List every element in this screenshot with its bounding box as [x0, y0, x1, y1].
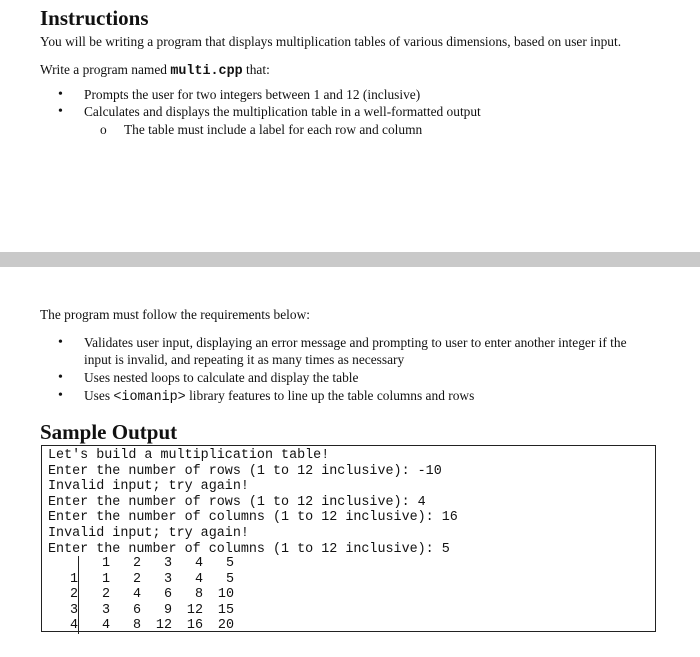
row-label: 3 [47, 603, 79, 619]
row-label: 1 [47, 572, 79, 588]
row-label: 4 [47, 618, 79, 634]
column-label: 5 [225, 556, 234, 571]
output-line: Enter the number of rows (1 to 12 inclusive): 4 [48, 494, 426, 510]
column-label: 4 [194, 556, 203, 571]
sub-bullet [100, 122, 422, 138]
multiplication-table [47, 556, 234, 634]
output-line: Invalid input; try again! [48, 479, 249, 495]
table-cell: 12 [155, 618, 172, 634]
write-suffix: that: [242, 62, 270, 77]
table-cell: 4 [132, 587, 141, 603]
sample-output-heading: Sample Output [40, 420, 178, 444]
column-label: 3 [163, 556, 172, 571]
table-cell: 9 [163, 602, 172, 618]
table-cell: 15 [217, 602, 234, 618]
page-separator [0, 252, 700, 267]
list-item [58, 387, 648, 406]
table-cell: 1 [101, 571, 110, 587]
bullet3-prefix: Uses [84, 388, 114, 403]
requirements-intro: The program must follow the requirements below: [40, 307, 310, 322]
table-cell: 2 [101, 587, 110, 603]
table-cell: 10 [217, 587, 234, 603]
sub-bullet-text: The table must include a label for each row and column [124, 122, 423, 137]
table-cell: 2 [132, 571, 141, 587]
table-row [47, 587, 234, 603]
table-cell: 16 [186, 618, 203, 634]
output-line: Enter the number of columns (1 to 12 inclusive): 16 [48, 510, 458, 526]
table-cell: 6 [132, 602, 141, 618]
table-cell: 3 [163, 571, 172, 587]
table-cell: 20 [217, 618, 234, 634]
table-row [47, 603, 234, 619]
table-cell: 4 [101, 618, 110, 634]
bullet3-suffix: library features to line up the table columns and rows [185, 388, 475, 403]
output-line: Enter the number of columns (1 to 12 inclusive): 5 [48, 541, 450, 557]
list-item: • Validates user input, displaying an error message and prompting to user to enter another integer if the input is invalid, and repeating it as many times as necessary [58, 334, 648, 368]
table-header-row [47, 556, 234, 572]
column-label: 2 [132, 556, 141, 571]
list-item: • Prompts the user for two integers between 1 and 12 (inclusive) [58, 86, 481, 103]
table-cell: 4 [194, 571, 203, 587]
filename-code: multi.cpp [170, 64, 243, 79]
table-row [47, 572, 234, 588]
output-line: Enter the number of rows (1 to 12 inclusive): -10 [48, 463, 442, 479]
requirements-bullet-list [58, 334, 648, 406]
output-line: Let's build a multiplication table! [48, 448, 330, 463]
output-line: Invalid input; try again! [48, 525, 249, 541]
write-prefix: Write a program named [40, 62, 171, 77]
list-item: • Uses nested loops to calculate and display the table [58, 369, 648, 386]
intro-paragraph: You will be writing a program that displays multiplication tables of various dimensions, based on user input. [40, 34, 622, 49]
table-row [47, 618, 234, 634]
instructions-bullet-list [58, 86, 481, 120]
instructions-heading: Instructions [40, 6, 149, 30]
iomanip-code: <iomanip> [113, 390, 186, 405]
table-cell: 8 [132, 618, 141, 634]
sub-bullet-marker: o [100, 122, 107, 137]
table-cell: 5 [225, 571, 234, 587]
table-corner-cell [47, 556, 79, 572]
column-label: 1 [101, 556, 110, 571]
row-label: 2 [47, 587, 79, 603]
table-cell: 12 [186, 602, 203, 618]
table-cell: 6 [163, 587, 172, 603]
table-cell: 8 [194, 587, 203, 603]
table-cell: 3 [101, 602, 110, 618]
write-program-line [40, 62, 270, 79]
list-item: • Calculates and displays the multiplication table in a well-formatted output [58, 103, 481, 120]
